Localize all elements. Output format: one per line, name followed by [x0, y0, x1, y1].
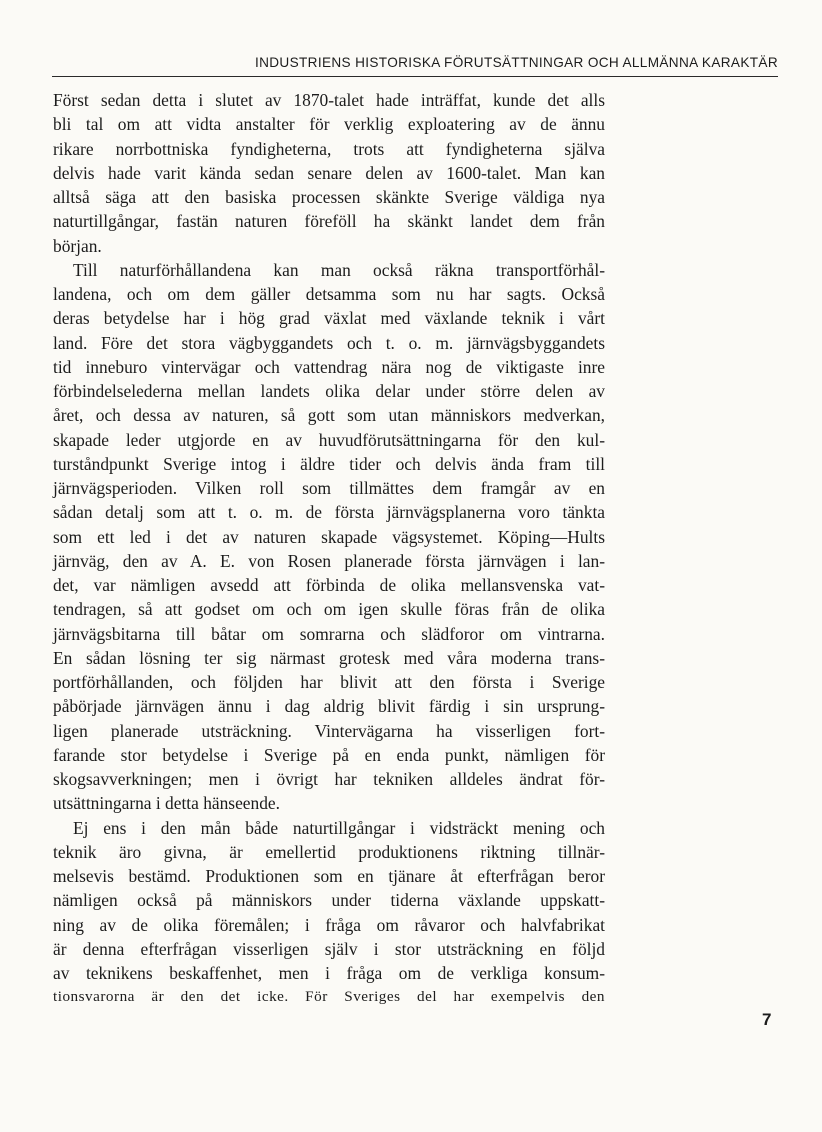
text-line: ning av de olika föremålen; i fråga om råvaror och halvfabrikat — [53, 914, 605, 935]
text-line: järnvägsbitarna till båtar om somrarna och slädforor om vintrarna. — [53, 623, 605, 644]
page-number: 7 — [762, 1010, 772, 1029]
text-line: nämligen också på människors under tiderna växlande uppskatt- — [53, 890, 605, 911]
text-line: turståndpunkt Sverige intog i äldre tider och delvis ända fram till — [53, 453, 605, 474]
text-line: tid inneburo vintervägar och vattendrag nära nog de viktigaste inre — [53, 356, 605, 377]
text-line: Först sedan detta i slutet av 1870-talet hade inträffat, kunde det alls — [53, 90, 605, 110]
text-line: melsevis bestämd. Produktionen som en tjänare åt efterfrågan beror — [53, 866, 605, 886]
text-line: alltså säga att den basiska processen skänkte Sverige väldiga nya — [53, 187, 605, 207]
text-line: farande stor betydelse i Sverige på en enda punkt, nämligen för — [53, 744, 605, 765]
body-text — [53, 88, 605, 1010]
text-line: portförhållanden, och följden har blivit att den första i Sverige — [53, 672, 605, 692]
running-header: INDUSTRIENS HISTORISKA FÖRUTSÄTTNINGAR OCH ALLMÄNNA KARAKTÄR — [254, 55, 778, 70]
text-line: påbörjade järnvägen ännu i dag aldrig blivit färdig i sin ursprung- — [53, 696, 605, 717]
text-line: land. Före det stora vägbyggandets och t. o. m. järnvägsbyggandets — [53, 332, 605, 353]
text-line: början. — [53, 235, 102, 256]
text-line: utsättningarna i detta hänseende. — [53, 793, 280, 814]
text-line: järnvägsperioden. Vilken roll som tillmättes dem framgår av en — [53, 478, 605, 498]
text-line: ligen planerade utsträckning. Vintervägarna ha visserligen fort- — [53, 720, 605, 741]
text-line: skogsavverkningen; men i övrigt har tekniken alldeles ändrat för- — [53, 769, 605, 789]
text-line: En sådan lösning ter sig närmast grotesk med våra moderna trans- — [53, 647, 605, 668]
text-line: är denna efterfrågan visserligen själv i stor utsträckning en följd — [53, 938, 605, 959]
header-rule — [52, 76, 778, 77]
text-line: året, och dessa av naturen, så gott som utan människors medverkan, — [53, 405, 605, 426]
text-line: rikare norrbottniska fyndigheterna, trots att fyndigheterna själva — [53, 138, 605, 159]
text-line: Ej ens i den mån både naturtillgångar i vidsträckt mening och — [73, 817, 605, 838]
text-line: Till naturförhållandena kan man också räkna transportförhål- — [73, 259, 605, 280]
text-line: järnväg, den av A. E. von Rosen planerade första järnvägen i lan- — [53, 550, 605, 571]
text-line: förbindelselederna mellan landets olika delar under större delen av — [53, 381, 605, 401]
text-line: deras betydelse har i hög grad växlat med växlande teknik i vårt — [53, 308, 605, 329]
text-line: bli tal om att vidta anstalter för verklig exploatering av de ännu — [53, 114, 605, 135]
text-line: sådan detalj som att t. o. m. de första järnvägsplanerna voro tänkta — [53, 502, 605, 523]
text-line: delvis hade varit kända sedan senare delen av 1600-talet. Man kan — [53, 162, 605, 183]
text-line: landena, och om dem gäller detsamma som nu har sagts. Också — [53, 284, 605, 304]
text-line: av teknikens beskaffenhet, men i fråga om de verkliga konsum- — [53, 963, 605, 983]
text-line: som ett led i det av naturen skapade vägsystemet. Köping—Hults — [53, 526, 605, 547]
text-line: det, var nämligen avsedd att förbinda de olika mellansvenska vat- — [53, 575, 605, 595]
text-line: tendragen, så att godset om och om igen skulle föras från de olika — [53, 599, 605, 620]
text-line: teknik äro givna, är emellertid produktionens riktning tillnär- — [53, 841, 605, 862]
text-line: naturtillgångar, fastän naturen föreföll ha skänkt landet dem från — [53, 211, 605, 232]
text-line: skapade leder utgjorde en av huvudförutsättningarna för den kul- — [53, 429, 605, 450]
text-line: tionsvarorna är den det icke. För Sveriges del har exempelvis den — [53, 988, 605, 1006]
